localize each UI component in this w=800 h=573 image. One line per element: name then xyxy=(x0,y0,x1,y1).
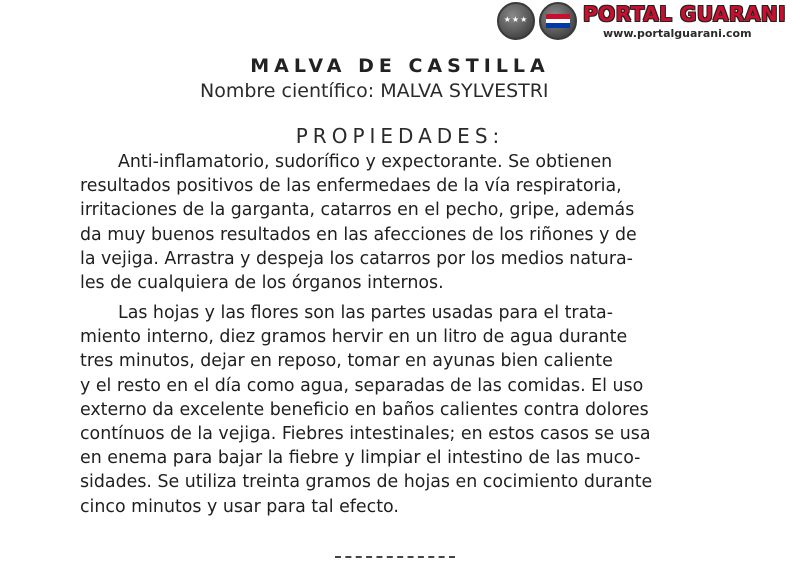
text-line: contínuos de la vejiga. Fiebres intestinales; en estos casos se usa xyxy=(80,424,651,445)
text-line: da muy buenos resultados en las afecciones de los riñones y de xyxy=(80,224,637,245)
text-line: Anti-inflamatorio, sudorífico y expectorante. Se obtienen xyxy=(118,152,613,172)
stars-seal-icon: ★★★ xyxy=(497,2,535,40)
flag-seal-icon xyxy=(539,2,577,40)
brand-name: PORTAL GUARANI xyxy=(583,2,787,26)
end-divider xyxy=(335,556,455,558)
text-line: sidades. Se utiliza treinta gramos de hojas en cocimiento durante xyxy=(80,472,653,493)
text-line: Las hojas y las flores son las partes usadas para el trata- xyxy=(118,303,613,323)
text-line: irritaciones de la garganta, catarros en el pecho, gripe, además xyxy=(80,200,635,221)
portal-guarani-logo xyxy=(495,0,800,48)
paragraph-2 xyxy=(80,301,712,519)
text-line: resultados positivos de las enfermedaes de la vía respiratoria, xyxy=(80,176,622,197)
text-line: cinco minutos y usar para tal efecto. xyxy=(80,496,399,517)
text-line: externo da excelente beneficio en baños calientes contra dolores xyxy=(80,399,649,420)
scientific-name: Nombre científico: MALVA SYLVESTRI xyxy=(200,80,549,102)
text-line: en enema para bajar la fiebre y limpiar el intestino de las muco- xyxy=(80,448,641,469)
document-title: MALVA DE CASTILLA xyxy=(250,55,550,77)
paragraph-1 xyxy=(80,150,712,295)
text-line: y el resto en el día como agua, separadas de las comidas. El uso xyxy=(80,375,644,396)
text-line: la vejiga. Arrastra y despeja los catarros por los medios natura- xyxy=(80,248,633,269)
section-heading: PROPIEDADES: xyxy=(295,124,505,148)
text-line: miento interno, diez gramos hervir en un litro de agua durante xyxy=(80,327,628,348)
site-url: www.portalguarani.com xyxy=(603,27,752,40)
text-line: les de cualquiera de los órganos internos. xyxy=(80,273,444,294)
text-line: tres minutos, dejar en reposo, tomar en ayunas bien caliente xyxy=(80,351,613,372)
